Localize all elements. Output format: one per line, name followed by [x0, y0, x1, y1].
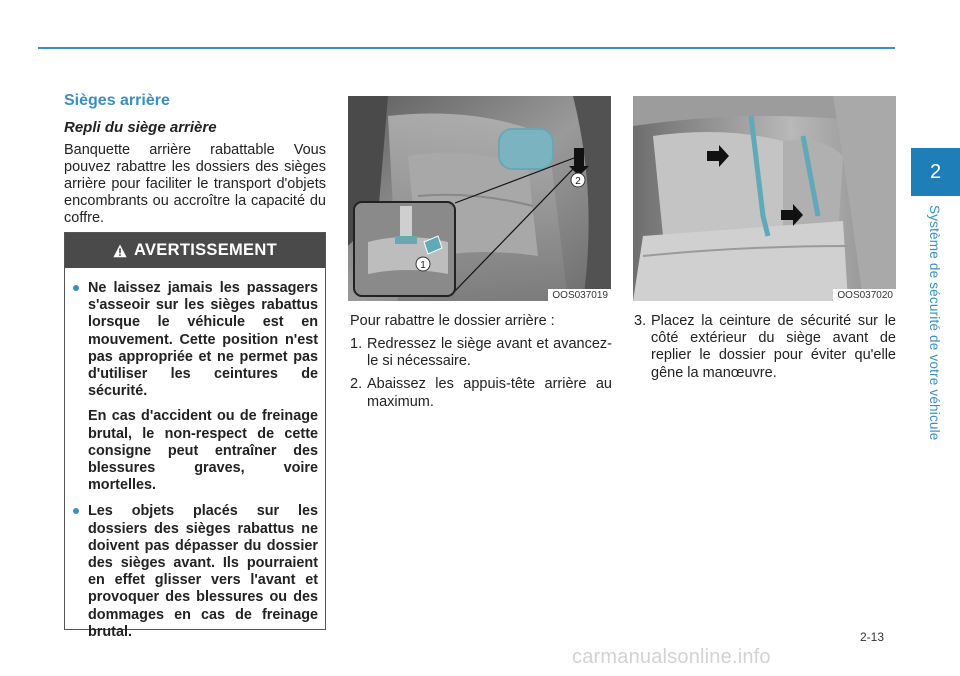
- warning-item: [73, 503, 318, 641]
- header-rule: [38, 47, 895, 49]
- section-title: Sièges arrière: [64, 92, 170, 109]
- intro-column: [64, 92, 326, 227]
- figure-code: OOS037020: [833, 289, 896, 301]
- chapter-tab[interactable]: [911, 148, 960, 196]
- procedure-step: [634, 313, 896, 382]
- section-subtitle: Repli du siège arrière: [64, 119, 217, 136]
- step-text: Placez la ceinture de sécurité sur le côté extérieur du siège avant de replier le dossier pour éviter qu'elle gêne la manœuvre.: [651, 313, 896, 381]
- warning-body: [65, 268, 325, 641]
- procedure-column: [350, 313, 612, 411]
- procedure-intro: Pour rabattre le dossier arrière :: [350, 313, 555, 329]
- step-text: Redressez le siège avant et avancez-le si nécessaire.: [367, 336, 612, 370]
- seatbelt-illustration: [633, 96, 896, 301]
- procedure-column-2: [634, 313, 896, 382]
- callout-2: 2: [575, 176, 581, 187]
- figure-headrest: [348, 96, 611, 301]
- warning-item-text: Ne laissez jamais les passagers s'asseoir sur les sièges rabattus lorsque le véhicule est en mouvement. Cette position n'est pas appropriée et ne permet pas d'utiliser les ceintures de sécurité.: [88, 280, 318, 400]
- procedure-step: [350, 376, 612, 410]
- page-number: 2-13: [860, 630, 885, 644]
- chapter-number: 2: [929, 160, 942, 183]
- bullet-icon: [73, 285, 79, 291]
- procedure-step: [350, 336, 612, 370]
- step-number: 3.: [634, 313, 647, 329]
- step-number: 2.: [350, 376, 363, 393]
- chapter-title: Système de sécurité de votre véhicule: [927, 205, 942, 441]
- callout-1: 1: [420, 260, 426, 271]
- warning-icon: [113, 244, 127, 258]
- figure-seatbelt: [633, 96, 896, 301]
- warning-header: [65, 233, 325, 268]
- figure-code: OOS037019: [548, 289, 611, 301]
- intro-paragraph: Banquette arrière rabattable Vous pouvez rabattre les dossiers des sièges arrière pour faciliter le transport d'objets encombrants ou accroître la capacité du coffre.: [64, 142, 326, 226]
- warning-item-text: Les objets placés sur les dossiers des sièges rabattus ne doivent pas dépasser du dossier des sièges avant. Ils pourraient en effet glisser vers l'avant et provoquer des blessures ou des dommages en cas de freinage brutal.: [88, 503, 318, 640]
- warning-item: [73, 280, 318, 494]
- bullet-icon: [73, 508, 79, 514]
- headrest-illustration: [348, 96, 611, 301]
- step-number: 1.: [350, 336, 363, 352]
- warning-heading: AVERTISSEMENT: [134, 241, 277, 259]
- warning-box: [64, 232, 326, 640]
- watermark: carmanualsonline.info: [572, 646, 771, 668]
- warning-item-extra: En cas d'accident ou de freinage brutal, le non-respect de cette consigne peut entraîner des blessures graves, voire mortelles.: [88, 408, 318, 494]
- step-text: Abaissez les appuis-tête arrière au maximum.: [367, 376, 612, 410]
